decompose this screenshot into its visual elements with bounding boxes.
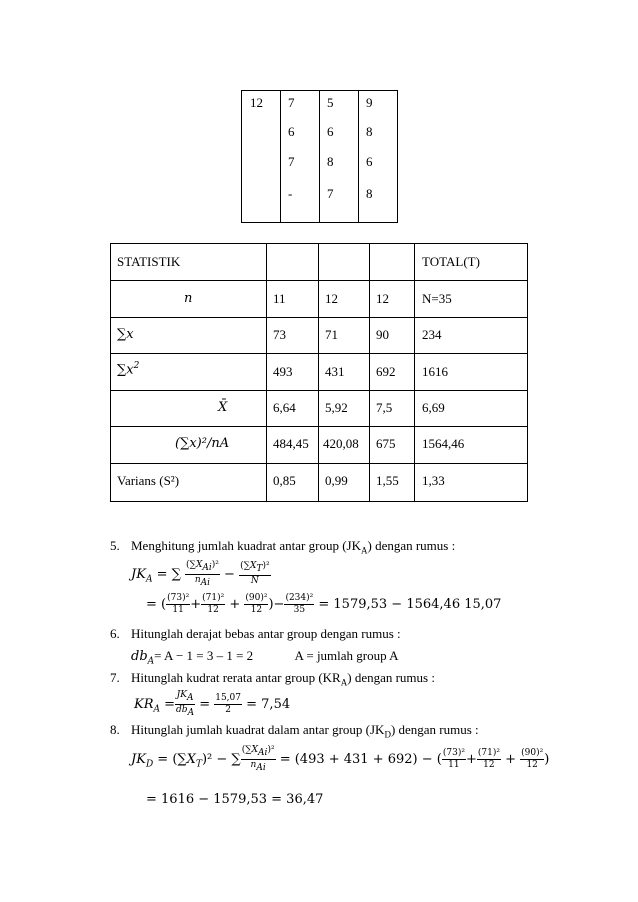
top-table-cell: 6 xyxy=(366,154,373,169)
top-table-cell: 6 xyxy=(327,124,334,139)
statistics-table xyxy=(110,243,528,502)
row-label-sum-squared-over-n: (∑x)²/nA xyxy=(175,436,230,451)
table-cell: 12 xyxy=(325,291,338,306)
top-table-cell: 7 xyxy=(327,186,334,201)
table-cell: 1,55 xyxy=(376,473,399,488)
top-table-cell: 5 xyxy=(327,95,334,110)
table-cell: 675 xyxy=(376,436,396,451)
table-cell: 0,85 xyxy=(273,473,296,488)
table-cell: 431 xyxy=(325,364,345,379)
row-label-n: n xyxy=(184,291,193,306)
table-cell: 12 xyxy=(376,291,389,306)
row-label-sum-x-squared: $\sum x^2$ xyxy=(117,361,140,378)
equation-kra: $KR_A$ = $\frac{JK_A}{db_A}$ = $\frac{15,07}{2}$ = 7,54 xyxy=(134,690,291,718)
table-cell: N=35 xyxy=(422,291,452,306)
top-table-cell: 7 xyxy=(288,154,295,169)
row-label-variance: Varians (S²) xyxy=(117,473,180,488)
table-header-label: STATISTIK xyxy=(117,254,181,269)
table-cell: 1616 xyxy=(422,364,448,379)
table-cell: 73 xyxy=(273,327,286,342)
table-cell: 1564,46 xyxy=(422,436,465,451)
row-label-mean: X̄ xyxy=(218,400,228,415)
equation-jka-formula: $JK_A$ = ∑ $\frac{(\sum X_{Ai})^2}{n_{Ai}}$ − $\frac{(\sum X_T)^2}{N}$ xyxy=(131,560,270,588)
equation-dba: $db_A= A - 1 = 3 - 1 = 2$ A = jumlah group A xyxy=(131,648,399,667)
equation-jkd-result: = 1616 − 1579,53 = 36,47 xyxy=(146,792,324,807)
top-table-cell: 9 xyxy=(366,95,373,110)
top-table-cell: - xyxy=(288,186,293,201)
list-item-6: 6. Hitunglah derajat bebas antar group dengan rumus : xyxy=(110,626,401,641)
table-cell: 11 xyxy=(273,291,286,306)
top-table-cell: 8 xyxy=(327,154,334,169)
table-cell: 0,99 xyxy=(325,473,348,488)
table-cell: 6,64 xyxy=(273,400,296,415)
table-cell: 7,5 xyxy=(376,400,393,415)
top-table-cell: 8 xyxy=(366,186,373,201)
top-table-cell: 7 xyxy=(288,95,295,110)
table-cell: 493 xyxy=(273,364,293,379)
equation-jka-calculation: = ( $\frac{\text{(73)²}}{11}$ + $\frac{\text{(71)²}}{12}$ + $\frac{\text{(90)²}}{12}$ )− $\frac{\text{(234)²}}{35}$ = 1579,53 − 1564,46 15,07 xyxy=(146,593,502,615)
table-cell: 71 xyxy=(325,327,338,342)
equation-jkd-formula: $JK_D = (\sum X_T)^2$ − ∑ $\frac{(\sum X_{Ai})^2}{n_{Ai}}$ = (493 + 431 + 692) − ( $\frac{\text{(73)²}}{11}$ + $\frac{\text{(71)²}}{12}$ + $\frac{\text{(90)²}}{12}$ ) xyxy=(131,745,550,773)
list-item-8: 8. Hitunglah jumlah kuadrat dalam antar group $(JK_D)$ dengan rumus : xyxy=(110,722,479,740)
top-table-cell: 8 xyxy=(366,124,373,139)
table-cell: 234 xyxy=(422,327,442,342)
table-cell: 6,69 xyxy=(422,400,445,415)
list-item-5: 5. Menghitung jumlah kuadrat antar group $(JK_A)$ dengan rumus : xyxy=(110,538,456,556)
top-table-cell: 12 xyxy=(250,95,263,110)
table-header-total: TOTAL(T) xyxy=(422,254,480,269)
table-cell: 5,92 xyxy=(325,400,348,415)
top-table-cell: 6 xyxy=(288,124,295,139)
table-cell: 1,33 xyxy=(422,473,445,488)
row-label-sum-x: ∑x xyxy=(117,327,134,342)
table-cell: 692 xyxy=(376,364,396,379)
list-item-7: 7. Hitunglah kudrat rerata antar group $(KR_A)$ dengan rumus : xyxy=(110,670,435,688)
top-table xyxy=(241,90,398,223)
table-cell: 90 xyxy=(376,327,389,342)
table-cell: 484,45 xyxy=(273,436,309,451)
table-cell: 420,08 xyxy=(323,436,359,451)
